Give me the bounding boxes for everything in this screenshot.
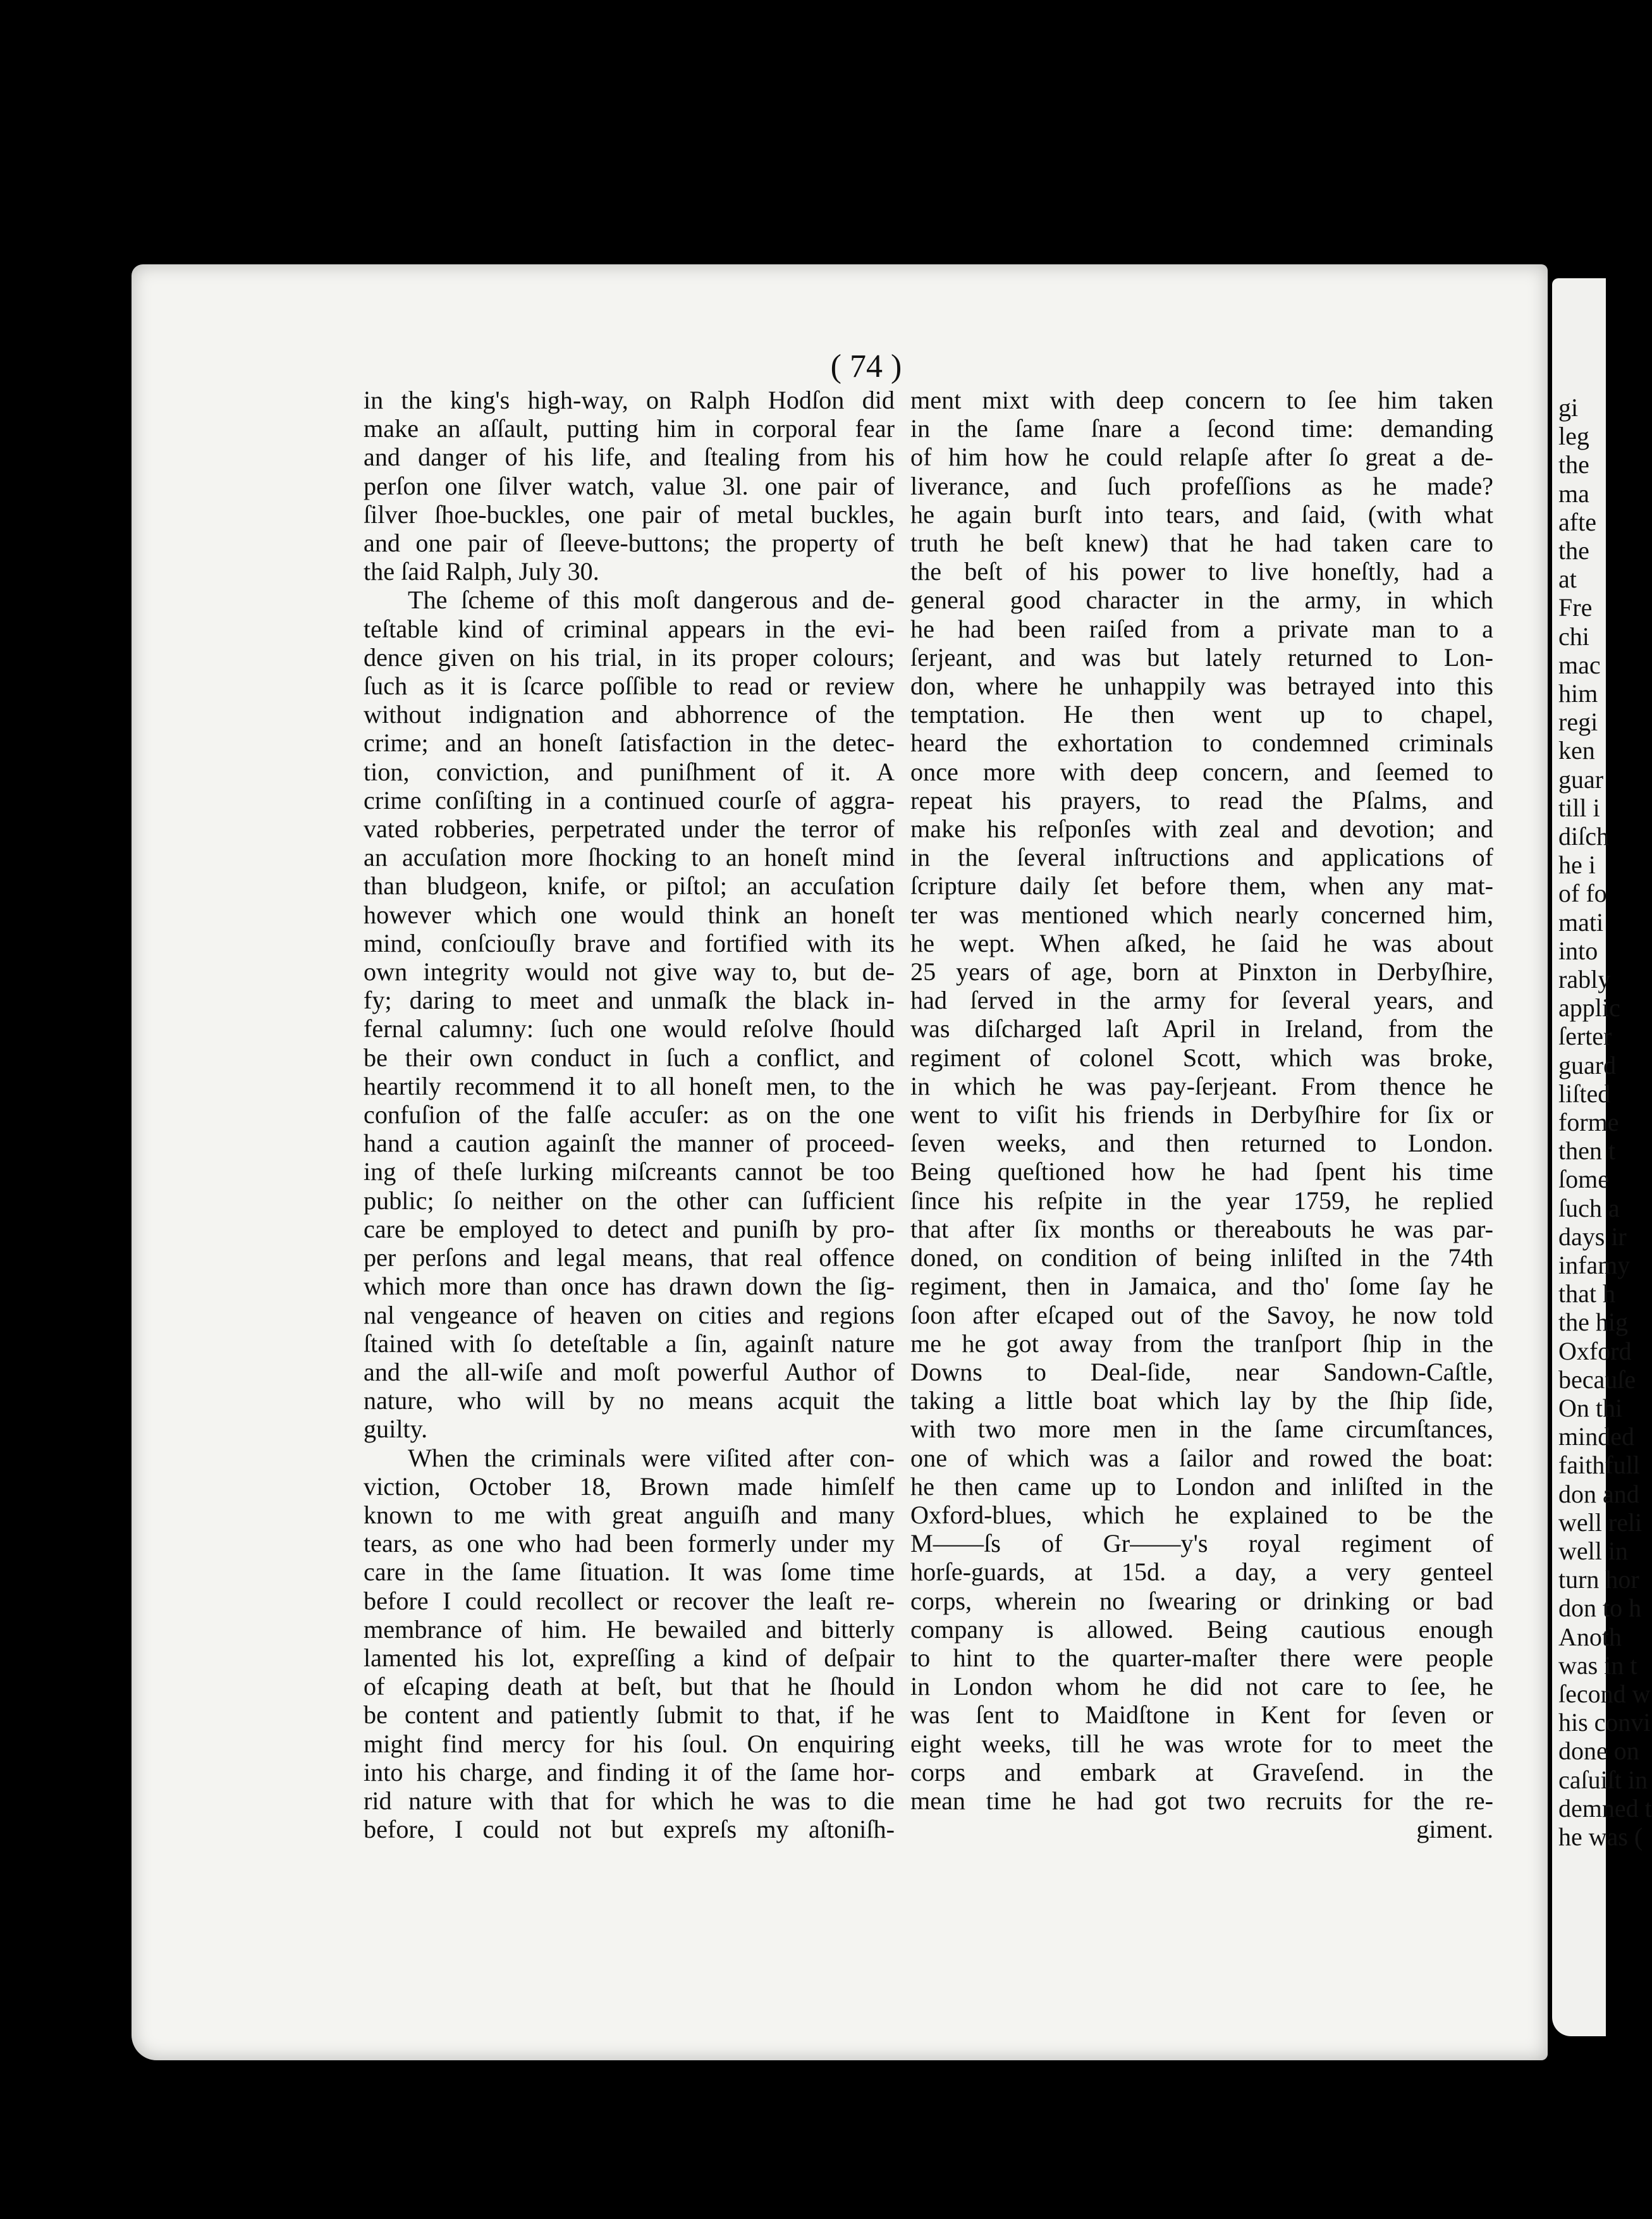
text-line: and danger of his life, and ſtealing from his (364, 443, 895, 472)
text-line: corps, wherein no ſwearing or drinking or bad (910, 1586, 1493, 1615)
adjacent-page-fragment: demned t (1558, 1793, 1652, 1823)
text-line: ſince his reſpite in the year 1759, he replied (910, 1186, 1493, 1215)
adjacent-page-fragment: Anoth (1558, 1622, 1622, 1651)
text-line: ſcripture daily ſet before them, when any mat- (910, 871, 1493, 901)
left-text-column (364, 386, 895, 1843)
text-line: mind, conſciouſly brave and fortified with its (364, 928, 895, 957)
text-line: ſtained with ſo deteſtable a ſin, againſt nature (364, 1329, 895, 1358)
adjacent-page-fragment: turn hor (1558, 1565, 1639, 1594)
text-line: membrance of him. He bewailed and bitterly (364, 1614, 895, 1644)
adjacent-page-fragment: the (1558, 536, 1589, 565)
text-line: viction, October 18, Brown made himſelf (364, 1472, 895, 1501)
adjacent-page-fragment: On thi (1558, 1394, 1623, 1422)
text-line: into his charge, and finding it of the ſame hor- (364, 1757, 895, 1786)
text-line: ment mixt with deep concern to ſee him taken (910, 386, 1493, 414)
text-line: in the ſeveral inſtructions and applications of (910, 843, 1493, 872)
text-line: nal vengeance of heaven on cities and regions (364, 1300, 895, 1329)
adjacent-page-fragment: don and (1558, 1479, 1639, 1508)
text-line: ſeven weeks, and then returned to London. (910, 1129, 1493, 1158)
text-line: When the criminals were viſited after con- (408, 1443, 895, 1472)
text-line: tion, conviction, and puniſhment of it. A (364, 757, 895, 786)
adjacent-page-fragment: rably (1558, 965, 1611, 993)
text-line: liverance, and ſuch profeſſions as he made? (910, 471, 1493, 500)
adjacent-page-fragment: guar (1558, 765, 1604, 794)
text-line: per perſons and legal means, that real offence (364, 1243, 895, 1272)
adjacent-page-fragment: ſerter (1558, 1022, 1612, 1051)
text-line: Downs to Deal-ſide, near Sandown-Caſtle, (910, 1357, 1493, 1386)
adjacent-page-fragment: ken (1558, 736, 1595, 765)
adjacent-page-fragment: ma (1558, 479, 1589, 508)
adjacent-page-fragment: mac (1558, 650, 1601, 679)
text-line: might find mercy for his ſoul. On enquiring (364, 1729, 895, 1758)
text-line: of eſcaping death at beſt, but that he ſhould (364, 1672, 895, 1701)
text-line: Oxford-blues, which he explained to be the (910, 1500, 1493, 1529)
adjacent-page-fragment: don to h (1558, 1594, 1642, 1623)
text-line: me he got away from the tranſport ſhip in the (910, 1329, 1493, 1358)
adjacent-page-fragment: of fo (1558, 879, 1607, 908)
adjacent-page-fragment: diſch (1558, 822, 1609, 851)
text-line: without indignation and abhorrence of the (364, 700, 895, 729)
adjacent-page-fragment: applic (1558, 993, 1620, 1023)
adjacent-page-fragment: mati (1558, 907, 1604, 937)
text-line: before I could recollect or recover the leaſt re- (364, 1586, 895, 1615)
text-line: corps and embark at Graveſend. in the (910, 1757, 1493, 1786)
text-line: had ſerved in the army for ſeveral years, and (910, 986, 1493, 1015)
adjacent-page-fragment: afte (1558, 507, 1596, 536)
text-line: vated robberies, perpetrated under the terror of (364, 814, 895, 844)
adjacent-page-fragment: well reli (1558, 1508, 1643, 1537)
text-line: once more with deep concern, and ſeemed to (910, 757, 1493, 786)
text-line: was diſcharged laſt April in Ireland, from the (910, 1014, 1493, 1043)
text-line: be their own conduct in ſuch a conflict, and (364, 1043, 895, 1072)
adjacent-page-fragment: days ir (1558, 1222, 1627, 1251)
adjacent-page-fragment: gi (1558, 393, 1579, 422)
adjacent-page-fragment: then t (1558, 1136, 1615, 1165)
adjacent-page-fragment: ſuch a (1558, 1193, 1620, 1222)
text-line: that after ſix months or thereabouts he was par- (910, 1214, 1493, 1243)
text-line: company is allowed. Being cautious enough (910, 1614, 1493, 1644)
adjacent-page-fragment: chi (1558, 622, 1589, 651)
text-line: he again burſt into tears, and ſaid, (with what (910, 500, 1493, 529)
adjacent-page-fragment: him (1558, 679, 1598, 708)
text-line: he had been raiſed from a private man to a (910, 614, 1493, 643)
adjacent-page-fragment: forme (1558, 1108, 1619, 1136)
text-line: before, I could not but expreſs my aſtoniſh- (364, 1815, 895, 1844)
text-line: make his reſponſes with zeal and devotion; and (910, 814, 1493, 844)
adjacent-page-fragment: done on (1558, 1736, 1639, 1766)
adjacent-page-fragment: leg (1558, 422, 1589, 451)
text-line: truth he beſt knew) that he had taken care to (910, 529, 1493, 558)
adjacent-page-fragment: infamy (1558, 1251, 1631, 1279)
text-line: ſilver ſhoe-buckles, one pair of metal buckles, (364, 500, 895, 529)
text-line: ſerjeant, and was but lately returned to Lon- (910, 642, 1493, 672)
text-line: lamented his lot, expreſſing a kind of deſpair (364, 1643, 895, 1672)
text-line: an accuſation more ſhocking to an honeſt mind (364, 843, 895, 872)
adjacent-page-fragment: Fre (1558, 593, 1593, 622)
text-line: care be employed to detect and puniſh by pro- (364, 1214, 895, 1243)
text-line: guilty. (364, 1415, 428, 1444)
text-line: regiment, then in Jamaica, and tho' ſome ſay he (910, 1272, 1493, 1301)
text-line: doned, on condition of being inliſted in the 74th (910, 1243, 1493, 1272)
text-line: public; ſo neither on the other can ſufficient (364, 1186, 895, 1215)
adjacent-page-fragment: the (1558, 450, 1589, 479)
text-line: care in the ſame ſituation. It was ſome time (364, 1558, 895, 1587)
adjacent-page-fragment: at (1558, 565, 1577, 594)
text-line: with two more men in the ſame circumſtances, (910, 1415, 1493, 1444)
text-line: confuſion of the falſe accuſer: as on the one (364, 1100, 895, 1129)
text-line: and one pair of ſleeve-buttons; the property of (364, 529, 895, 558)
text-line: make an aſſault, putting him in corporal fear (364, 414, 895, 443)
text-line: ing of theſe lurking miſcreants cannot be too (364, 1157, 895, 1186)
text-line: teſtable kind of criminal appears in the evi- (364, 614, 895, 643)
adjacent-page-fragment: ſome (1558, 1165, 1609, 1194)
adjacent-page-fragment: he was ( (1558, 1823, 1643, 1851)
text-line: fernal calumny: ſuch one would reſolve ſhould (364, 1014, 895, 1043)
adjacent-page-fragment: into (1558, 936, 1598, 965)
text-line: one of which was a ſailor and rowed the boat: (910, 1443, 1493, 1472)
adjacent-page-fragment: liſted (1558, 1079, 1611, 1108)
text-line: which more than once has drawn down the ſig- (364, 1272, 895, 1301)
text-line: don, where he unhappily was betrayed into this (910, 672, 1493, 701)
text-line: he wept. When aſked, he ſaid he was about (910, 928, 1493, 957)
text-line: however which one would think an honeſt (364, 900, 895, 929)
adjacent-page-fragment: regi (1558, 708, 1598, 737)
text-line: regiment of colonel Scott, which was broke, (910, 1043, 1493, 1072)
text-line: nature, who will by no means acquit the (364, 1386, 895, 1415)
text-line: tears, as one who had been formerly under my (364, 1529, 895, 1558)
text-line: Being queſtioned how he had ſpent his time (910, 1157, 1493, 1186)
text-line: heartily recommend it to all honeſt men, to the (364, 1071, 895, 1100)
text-line: the beſt of his power to live honeſtly, had a (910, 557, 1493, 586)
text-line: known to me with great anguiſh and many (364, 1500, 895, 1529)
text-line: was ſent to Maidſtone in Kent for ſeven or (910, 1700, 1493, 1730)
text-line: in the ſame ſnare a ſecond time: demanding (910, 414, 1493, 443)
adjacent-page-fragment: well in (1558, 1537, 1628, 1565)
text-line: temptation. He then went up to chapel, (910, 700, 1493, 729)
adjacent-page-fragment: Oxford (1558, 1336, 1632, 1365)
text-line: perſon one ſilver watch, value 3l. one pair of (364, 471, 895, 500)
text-line: repeat his prayers, to read the Pſalms, and (910, 785, 1493, 814)
text-line: of him how he could relapſe after ſo great a de- (910, 443, 1493, 472)
text-line: and the all-wiſe and moſt powerful Author of (364, 1357, 895, 1386)
text-line: 25 years of age, born at Pinxton in Derbyſhire, (910, 957, 1493, 987)
text-line: fy; daring to meet and unmaſk the black in- (364, 986, 895, 1015)
text-line: went to viſit his friends in Derbyſhire for ſix or (910, 1100, 1493, 1129)
adjacent-page-fragment: till i (1558, 793, 1600, 822)
text-line: ter was mentioned which nearly concerned him, (910, 900, 1493, 929)
text-line: The ſcheme of this moſt dangerous and de- (408, 586, 895, 615)
right-text-column (910, 386, 1493, 1843)
text-line: he then came up to London and inliſted in the (910, 1472, 1493, 1501)
adjacent-page-fragment: faithfull (1558, 1451, 1640, 1480)
text-line: rid nature with that for which he was to die (364, 1786, 895, 1815)
adjacent-page-fragment: ſecond w (1558, 1680, 1651, 1708)
text-line: giment. (1416, 1815, 1493, 1844)
page-number: ( 74 ) (830, 348, 902, 384)
text-line: mean time he had got two recruits for the re- (910, 1786, 1493, 1815)
text-line: hand a caution againſt the manner of proceed- (364, 1129, 895, 1158)
text-line: M——ſs of Gr——y's royal regiment of (910, 1529, 1493, 1558)
adjacent-page-fragment: becauſe (1558, 1365, 1636, 1394)
text-line: ſuch as it is ſcarce poſſible to read or review (364, 672, 895, 701)
text-line: in the king's high-way, on Ralph Hodſon did (364, 386, 895, 414)
text-line: to hint to the quarter-maſter there were people (910, 1643, 1493, 1672)
adjacent-page-fragment: that h (1558, 1279, 1615, 1308)
text-line: in London whom he did not care to ſee, he (910, 1672, 1493, 1701)
adjacent-page-fragment: caſuiſt in (1558, 1765, 1648, 1794)
text-line: heard the exhortation to condemned criminals (910, 728, 1493, 758)
text-line: than bludgeon, knife, or piſtol; an accuſation (364, 871, 895, 901)
adjacent-page-fragment: guard (1558, 1050, 1617, 1079)
text-line: the ſaid Ralph, July 30. (364, 557, 599, 586)
text-line: own integrity would not give way to, but de- (364, 957, 895, 987)
text-line: in which he was pay-ſerjeant. From thence he (910, 1071, 1493, 1100)
text-line: eight weeks, till he was wrote for to meet the (910, 1729, 1493, 1758)
adjacent-page-fragment: his convi (1558, 1708, 1651, 1737)
text-line: crime conſiſting in a continued courſe of aggra- (364, 785, 895, 814)
adjacent-page-edge (1552, 278, 1652, 2036)
text-line: ſoon after eſcaped out of the Savoy, he now told (910, 1300, 1493, 1329)
text-line: general good character in the army, in which (910, 586, 1493, 615)
text-line: be content and patiently ſubmit to that, if he (364, 1700, 895, 1730)
text-line: dence given on his trial, in its proper colours; (364, 642, 895, 672)
adjacent-page-fragment: was in t (1558, 1650, 1637, 1680)
adjacent-page-fragment: minded (1558, 1422, 1634, 1451)
text-line: taking a little boat which lay by the ſhip ſide, (910, 1386, 1493, 1415)
adjacent-page-fragment: the hig (1558, 1308, 1628, 1337)
text-line: crime; and an honeſt ſatisfaction in the detec- (364, 728, 895, 758)
text-line: horſe-guards, at 15d. a day, a very genteel (910, 1558, 1493, 1587)
adjacent-page-fragment: he i (1558, 851, 1596, 880)
